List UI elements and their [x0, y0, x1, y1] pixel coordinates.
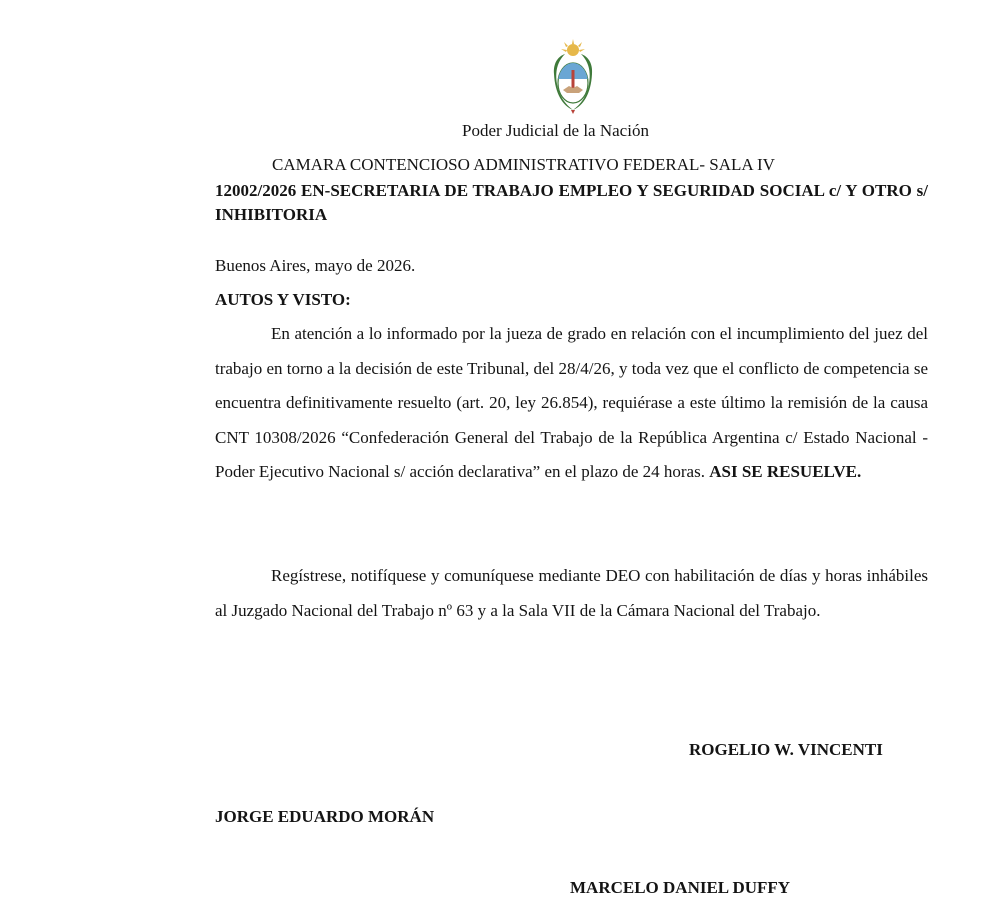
resolution-verdict: ASI SE RESUELVE.	[709, 462, 862, 481]
signature-judge-duffy: MARCELO DANIEL DUFFY	[570, 878, 791, 897]
notification-text: Regístrese, notifíquese y comuníquese mediante DEO con habilitación de días y horas inhábiles al Juzgado Nacional del Trabajo nº 63 y a la Sala VII de la Cámara Nacional del Trabajo.	[215, 566, 928, 620]
case-title: 12002/2026 EN-SECRETARIA DE TRABAJO EMPLEO Y SEGURIDAD SOCIAL c/ Y OTRO s/ INHIBITORIA	[215, 181, 928, 224]
signature-judge-vincenti: ROGELIO W. VINCENTI	[689, 740, 883, 759]
resolution-text: En atención a lo informado por la jueza de grado en relación con el incumplimiento del juez del trabajo en torno a la decisión de este Tribunal, del 28/4/26, y toda vez que el conflicto de competencia se encuentra definitivamente resuelto (art. 20, ley 26.854), requiérase a este último la remisión de la causa CNT 10308/2026 “Confederación General del Trabajo de la República Argentina c/ Estado Nacional - Poder Ejecutivo Nacional s/ acción declarativa” en el plazo de 24 horas.	[215, 324, 928, 481]
date-line: Buenos Aires, mayo de 2026.	[215, 256, 416, 275]
institution-name: Poder Judicial de la Nación	[462, 121, 649, 140]
argentine-coat-of-arms-icon	[545, 38, 601, 116]
chamber-name: CAMARA CONTENCIOSO ADMINISTRATIVO FEDERAL- SALA IV	[272, 155, 775, 174]
section-heading: AUTOS Y VISTO:	[215, 290, 351, 309]
signature-judge-moran: JORGE EDUARDO MORÁN	[215, 807, 435, 826]
notification-paragraph	[215, 559, 928, 628]
resolution-paragraph	[215, 317, 928, 490]
